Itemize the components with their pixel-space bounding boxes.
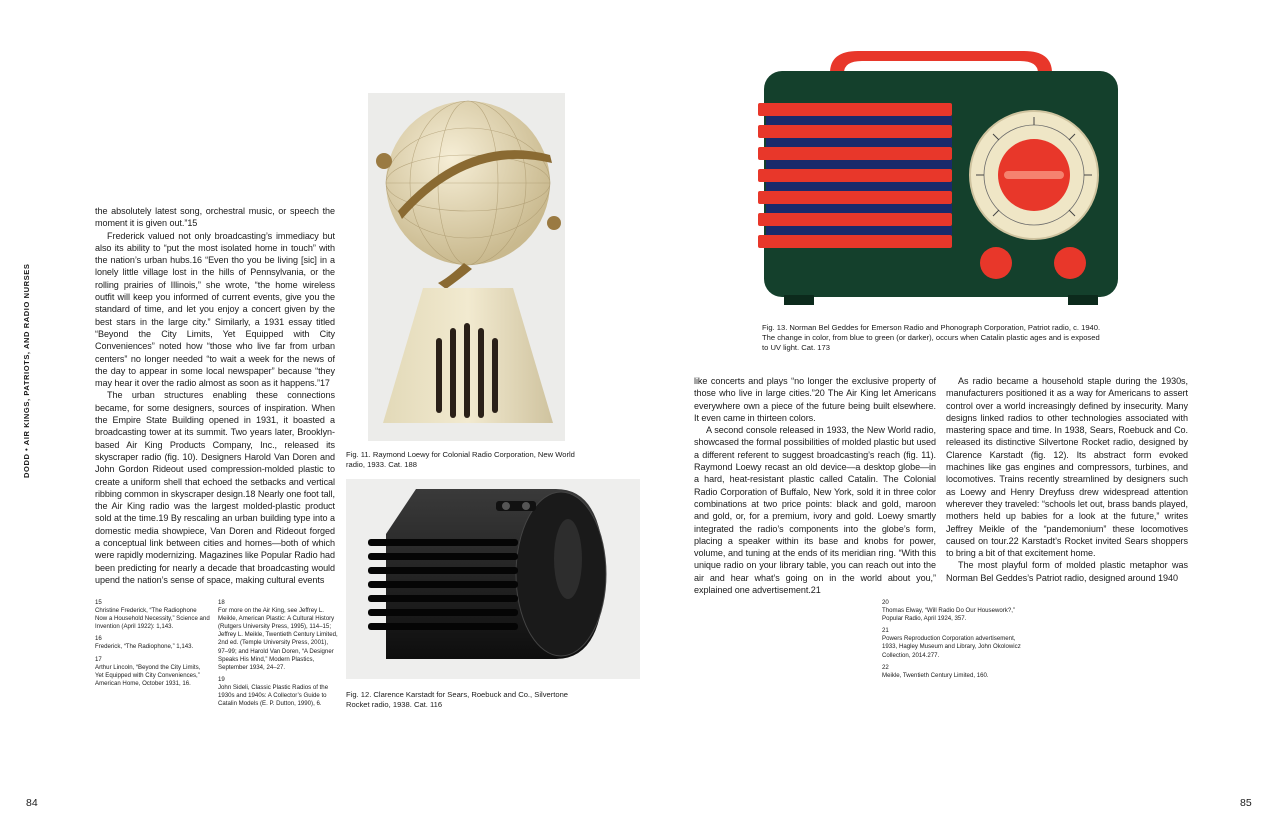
footnote (95, 656, 210, 688)
footnote-text: Thomas Elway, “Will Radio Do Our Housework?,” Popular Radio, April 1924, 357. (882, 607, 1015, 623)
footnote-text: Powers Reproduction Corporation advertisement, 1933, Hagley Museum and Library, John Okolowicz Collection, 2014.277. (882, 635, 1021, 659)
body-column-left (95, 205, 335, 583)
globe-radio-illustration (368, 93, 565, 441)
footnote (218, 676, 338, 708)
figure-caption-13: Fig. 13. Norman Bel Geddes for Emerson Radio and Phonograph Corporation, Patriot radio, c. 1940. The change in color, from blue to green (or darker), occurs when Catalin plastic ages and is exposed to UV light. Cat. 173 (762, 323, 1101, 352)
footnote-text: For more on the Air King, see Jeffrey L. Meikle, American Plastic: A Cultural History (Rutgers University Press, 1995), 114–15; Jeffrey L. Meikle, Twentieth Century Limited, 2nd ed. (Temple University Press, 2001), 97–99; and Harold Van Doren, “A Designer Speaks His Mind,” Modern Plastics, September 1934, 24–27. (218, 607, 338, 671)
footnote-number: 17 (95, 655, 102, 663)
footnote-number: 22 (882, 663, 889, 671)
patriot-radio-illustration (758, 49, 1124, 307)
footnote (882, 664, 1022, 680)
footnotes-left-a (95, 599, 210, 709)
figure-caption-12: Fig. 12. Clarence Karstadt for Sears, Roebuck and Co., Silvertone Rocket radio, 1938. Cat. 116 (346, 690, 569, 709)
footnote-number: 16 (95, 635, 102, 643)
paragraph: As radio became a household staple during the 1930s, manufacturers positioned it as a way for Americans to assert control over a world increasingly defined by insecurity. Many designs linked radios to other technologies associated with mastering space and time. In 1938, Sears, Roebuck and Co. released its distinctive Silvertone Rocket radio, designed by Clarence Karstadt (fig. 12). Its abstract form evoked machines like gas engines and compressors, turbines, and locomotives. Trains recently streamlined by designers such as Loewy and Henry Dreyfuss drew widespread attention wherever they traveled: “schools let out, brass bands played, mothers held up babies for a look at the future,” writes Jeffrey Meikle of the “pandemonium” these locomotives caused on tour.22 Karstadt’s Rocket invited Sears shoppers to bring a bit of that excitement home. (946, 376, 1188, 559)
paragraph: The urban structures enabling these connections became, for some designers, sources of inspiration. When the Empire State Building opened in 1931, it boasted a broadcasting tower at its summit. Two years later, Brooklyn-based Air King Products Company, Inc., released its skyscraper radio (fig. 10). Designers Harold Van Doren and John Gordon Rideout used compression-molded plastic to create a uniform shell that echoed the setbacks and vertical ribbing common in skyscraper design.18 Nearly one foot tall, the Air King radio was the largest molded-plastic product sold at the time.19 By rescaling an urban building type into a domestic media showpiece, Van Doren and Rideout forged a conceptual link between cities and homes—both of which were rapidly modernizing. Magazines like Popular Radio had been predicting for nearly a decade that broadcasting would upend the nation’s sense of space, making cultural events (95, 390, 335, 585)
footnote-text: Frederick, “The Radiophone,” 1,143. (95, 643, 194, 651)
footnote-number: 19 (218, 675, 225, 683)
footnote (882, 599, 1022, 623)
body-column-right-2 (946, 375, 1188, 581)
footnote-number: 20 (882, 599, 889, 606)
footnote (95, 635, 210, 651)
patriot-radio-photo (758, 49, 1124, 307)
footnote-number: 21 (882, 627, 889, 635)
paragraph: A second console released in 1933, the New World radio, showcased the formal possibilities of molded plastic but used a different referent to suggest broadcasting’s reach (fig. 11). Raymond Loewy recast an old device—a desktop globe—in a hard, heat-resistant plastic called Catalin. The Colonial Radio Corporation of Buffalo, New York, sold it in three color combinations at two price points: black and gold, maroon and gold, or, for a premium, ivory and gold. Loewy smartly integrated the radio’s components into the globe’s form, placing a speaker within its base and knobs for power, volume, and tuning at the ends of its meridian ring. “With this unique radio on your library table, you can reach out into the air and hear what’s going on in the world about you,” explained one advertisement.21 (694, 425, 936, 596)
footnotes-right (882, 599, 1022, 719)
footnote (882, 627, 1022, 659)
footnote (218, 599, 338, 672)
paragraph: The most playful form of molded plastic metaphor was Norman Bel Geddes’s Patriot radio, designed around 1940 (946, 560, 1188, 583)
footnote-text: Meikle, Twentieth Century Limited, 160. (882, 671, 989, 679)
rocket-radio-photo (346, 479, 640, 679)
footnote-number: 15 (95, 599, 102, 606)
running-head: DODD • AIR KINGS, PATRIOTS, AND RADIO NURSES (22, 263, 31, 478)
globe-radio-photo (368, 93, 565, 441)
footnote-text: Arthur Lincoln, “Beyond the City Limits, Yet Equipped with City Conveniences,” American Home, October 1931, 16. (95, 663, 201, 687)
paragraph: Frederick valued not only broadcasting’s immediacy but also its ability to “put the most isolated home in touch” with the nation’s urban hubs.16 “Even tho you be living [sic] in a lonely little village lost in the hills of Pennsylvania, or the rolling prairies of Illinois,” she wrote, “the home wireless outfit will keep you informed of current events, give you the standard of time, and let you enjoy a concert given by the best stars in the large city.” Similarly, a 1931 essay titled “Beyond the City Limits, Yet Equipped with City Conveniences” noted how “those who live far from urban centers” no longer needed “to wait a week for the news of the day to appear in some local newspaper” because “they may hear it over the radio almost as soon as it happens.”17 (95, 230, 335, 389)
body-column-right-1 (694, 375, 936, 596)
folio-left: 84 (26, 797, 38, 809)
folio-right: 85 (1240, 797, 1252, 809)
footnote (95, 599, 210, 631)
footnote-text: John Sideli, Classic Plastic Radios of the 1930s and 1940s: A Collector’s Guide to Catalin Models (E. P. Dutton, 1990), 6. (218, 683, 329, 708)
footnotes-left-b (218, 599, 338, 739)
figure-caption-11: Fig. 11. Raymond Loewy for Colonial Radio Corporation, New World radio, 1933. Cat. 188 (346, 450, 575, 469)
footnote-text: Christine Frederick, “The Radiophone Now a Household Necessity,” Science and Invention (April 1922): 1,143. (95, 607, 210, 631)
footnote-number: 18 (218, 599, 225, 606)
paragraph: the absolutely latest song, orchestral music, or speech the moment it is given out.”15 (95, 206, 335, 229)
paragraph: like concerts and plays “no longer the exclusive property of those who live in large cities.”20 The Air King let Americans everywhere own a piece of the future being built elsewhere. It even came in thirteen colors. (694, 376, 936, 423)
rocket-radio-illustration (346, 479, 640, 679)
